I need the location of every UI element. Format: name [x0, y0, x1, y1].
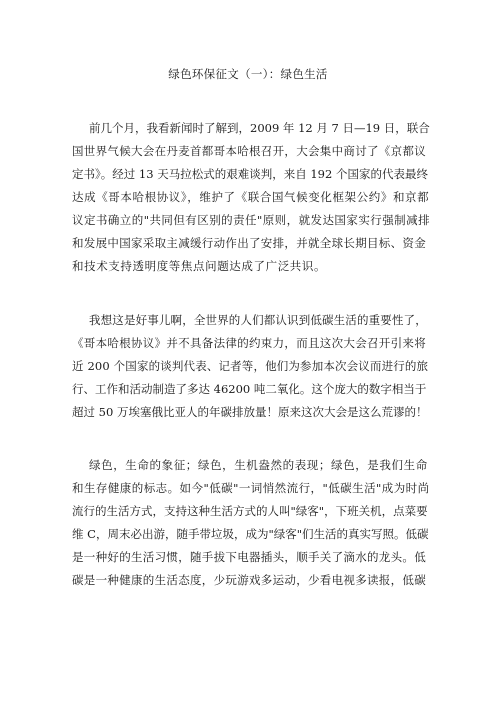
paragraph-3-line-2: 和生存健康的标志。如今"低碳"一词悄然流行，"低碳生活"成为时尚 [72, 481, 430, 495]
paragraph-1-line-5: 议定书确立的"共同但有区别的责任"原则，就发达国家实行强制减排 [72, 213, 431, 227]
paragraph-2-line-4: 行、工作和活动制造了多达 46200 吨二氧化。这个庞大的数字相当于 [72, 382, 427, 396]
paragraph-2-line-1: 我想这是好事儿啊，全世界的人们都认识到低碳生活的重要性了， [89, 313, 427, 327]
paragraph-3-line-3: 流行的生活方式，支持这种生活方式的人叫"绿客"，下班关机，点菜要 [72, 504, 428, 518]
paragraph-3-line-4: 维 C，周末必出游，随手带垃圾，成为"绿客"们生活的真实写照。低碳 [72, 527, 429, 541]
paragraph-1-line-6: 和发展中国家采取主减缓行动作出了安排，并就全球长期目标、资金 [72, 236, 426, 250]
paragraph-1-line-3: 定书》。经过 13 天马拉松式的艰难谈判，来自 192 个国家的代表最终 [72, 167, 428, 181]
paragraph-2-line-3: 近 200 个国家的谈判代表、记者等，他们为参加本次会议而进行的旅 [72, 359, 429, 373]
paragraph-1-line-4: 达成《哥本哈根协议》，维护了《联合国气候变化框架公约》和京都 [72, 190, 430, 204]
paragraph-1-line-2: 国世界气候大会在丹麦首都哥本哈根召开，大会集中商讨了《京都议 [72, 144, 426, 158]
paragraph-2-line-5: 超过 50 万埃塞俄比亚人的年碳排放量！原来这次大会是这么荒谬的！ [72, 405, 428, 419]
paragraph-2-line-2: 《哥本哈根协议》并不具备法律的约束力，而且这次大会召开引来将 [72, 336, 426, 350]
paragraph-3-line-5: 是一种好的生活习惯，随手拔下电器插头，顺手关了滴水的龙头。低 [72, 550, 426, 564]
paragraph-1-line-7: 和技术支持透明度等焦点问题达成了广泛共识。 [72, 259, 327, 273]
paragraph-3-line-6: 碳是一种健康的生活态度，少玩游戏多运动，少看电视多读报，低碳 [72, 573, 426, 587]
document-title: 绿色环保征文（一）：绿色生活 [168, 67, 328, 81]
paragraph-1-line-1: 前几个月，我看新闻时了解到，2009 年 12 月 7 日—19 日，联合 [89, 121, 430, 135]
paragraph-3-line-1: 绿色，生命的象征；绿色，生机盎然的表现；绿色，是我们生命 [89, 458, 428, 472]
